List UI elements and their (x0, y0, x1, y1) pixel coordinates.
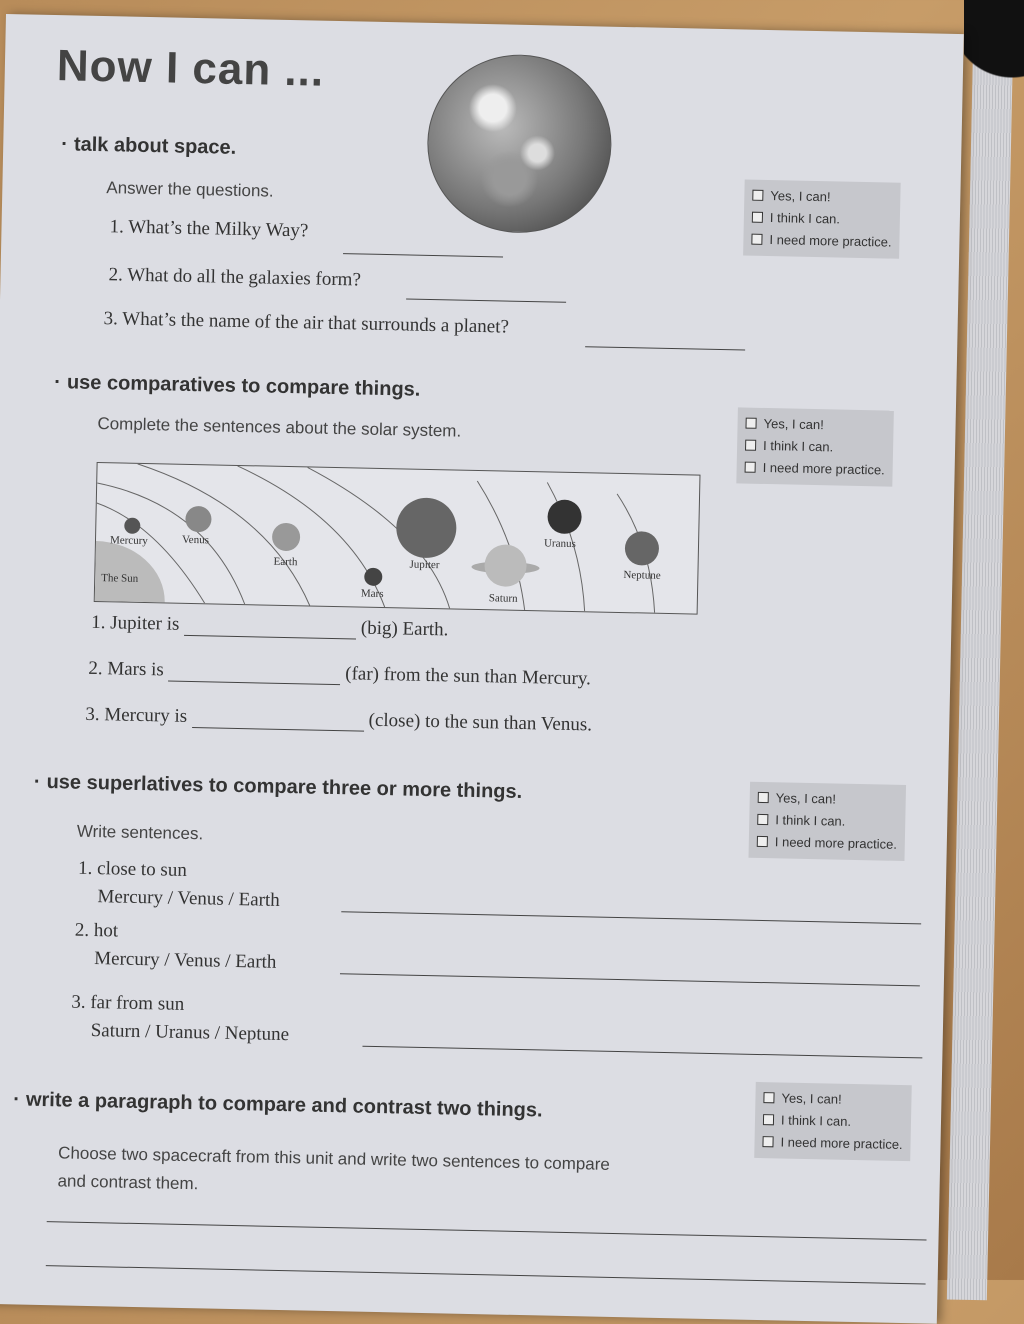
section-3-instruction: Write sentences. (76, 821, 204, 844)
planet-saturn (484, 544, 527, 587)
workbook-page (0, 14, 964, 1324)
option-yes-label: Yes, I can! (770, 187, 831, 204)
superlative-1-prompt: 1. close to sun (77, 857, 188, 881)
answer-line-1[interactable] (343, 253, 503, 257)
checkbox-think[interactable] (763, 1114, 774, 1125)
section-4-heading-text: write a paragraph to compare and contrast two things. (25, 1088, 543, 1122)
sentence-3-end: (close) to the sun than Venus. (368, 709, 593, 736)
self-assessment-4 (754, 1082, 912, 1161)
sentence-1-blank[interactable] (184, 617, 356, 640)
checkbox-think[interactable] (745, 439, 756, 450)
page-title: Now I can ... (56, 41, 325, 96)
label-mars: Mars (360, 587, 384, 601)
label-venus: Venus (181, 533, 210, 547)
superlative-3-options: Saturn / Uranus / Neptune (90, 1019, 290, 1046)
option-think-label: I think I can. (775, 811, 846, 829)
comparative-sentence-3 (85, 704, 592, 737)
planet-venus (185, 506, 212, 533)
section-2-instruction: Complete the sentences about the solar system. (97, 414, 462, 441)
sentence-2-blank[interactable] (168, 663, 340, 686)
section-3-heading-text: use superlatives to compare three or more things. (46, 771, 523, 803)
planet-jupiter (396, 497, 457, 558)
comparative-sentence-1 (91, 612, 449, 641)
label-uranus: Uranus (543, 537, 576, 551)
section-3-heading: · use superlatives to compare three or more things. (33, 770, 523, 803)
superlative-answer-line-2[interactable] (340, 973, 920, 986)
option-think-label: I think I can. (769, 209, 841, 227)
option-practice-label: I need more practice. (780, 1133, 903, 1152)
self-assessment-3 (748, 782, 906, 861)
sentence-2-start: 2. Mars is (88, 657, 165, 681)
planet-mercury (124, 518, 140, 534)
section-1-heading: · talk about space. (61, 133, 237, 159)
orbit-mars (235, 466, 388, 607)
answer-line-2[interactable] (406, 298, 566, 302)
section-4-instruction-line-2: and contrast them. (57, 1171, 199, 1194)
solar-system-svg (95, 463, 700, 614)
sentence-1-end: (big) Earth. (360, 617, 449, 641)
section-2-heading-text: use comparatives to compare things. (66, 371, 421, 401)
option-yes-label: Yes, I can! (775, 789, 837, 807)
sentence-2-end: (far) from the sun than Mercury. (345, 663, 592, 690)
superlative-3-prompt: 3. far from sun (71, 991, 185, 1015)
superlative-2-options: Mercury / Venus / Earth (94, 948, 277, 973)
label-mercury: Mercury (109, 534, 148, 548)
section-1-question-3 (103, 308, 509, 338)
label-jupiter: Jupiter (409, 558, 440, 572)
checkbox-practice[interactable] (757, 835, 768, 846)
superlative-answer-line-1[interactable] (341, 911, 921, 924)
checkbox-practice[interactable] (745, 461, 756, 472)
checkbox-yes[interactable] (763, 1092, 774, 1103)
solar-system-diagram (94, 462, 701, 615)
checkbox-yes[interactable] (758, 791, 769, 802)
checkbox-practice[interactable] (762, 1136, 773, 1147)
section-1-question-2 (108, 264, 361, 291)
option-think-label: I think I can. (762, 437, 834, 454)
option-yes-label: Yes, I can! (781, 1089, 842, 1107)
question-2-text: 2. What do all the galaxies form? (108, 264, 362, 291)
label-earth: Earth (273, 555, 298, 569)
paragraph-answer-line-2[interactable] (46, 1265, 926, 1284)
checkbox-yes[interactable] (752, 189, 763, 200)
self-assessment-1 (743, 180, 901, 259)
comparative-sentence-2 (88, 658, 591, 691)
superlative-answer-line-3[interactable] (362, 1046, 922, 1059)
self-assessment-2 (736, 407, 894, 486)
option-think-label: I think I can. (780, 1111, 852, 1129)
sentence-3-start: 3. Mercury is (85, 703, 188, 727)
section-1-heading-text: talk about space. (73, 133, 237, 159)
binding-strap (964, 0, 1024, 160)
option-practice-label: I need more practice. (762, 459, 885, 478)
label-neptune: Neptune (623, 569, 661, 582)
question-1-text: 1. What’s the Milky Way? (109, 216, 309, 242)
option-practice-label: I need more practice. (774, 833, 898, 852)
section-2-heading: · use comparatives to compare things. (54, 371, 421, 401)
label-sun: The Sun (101, 572, 139, 585)
planet-neptune (625, 531, 660, 566)
option-yes-label: Yes, I can! (763, 415, 824, 432)
option-practice-label: I need more practice. (769, 231, 892, 250)
superlative-2-prompt: 2. hot (74, 919, 119, 942)
checkbox-practice[interactable] (751, 233, 762, 244)
checkbox-yes[interactable] (745, 417, 756, 428)
sentence-1-start: 1. Jupiter is (91, 611, 180, 635)
section-1-instruction: Answer the questions. (106, 178, 274, 201)
section-1-question-1 (109, 216, 308, 242)
sentence-3-blank[interactable] (192, 709, 364, 732)
question-3-text: 3. What’s the name of the air that surrounds a planet? (103, 308, 510, 338)
planet-earth (272, 523, 301, 552)
paragraph-answer-line-1[interactable] (47, 1221, 927, 1240)
checkbox-think[interactable] (752, 211, 763, 222)
checkbox-think[interactable] (757, 813, 768, 824)
section-4-instruction-line-1: Choose two spacecraft from this unit and write two sentences to compare (57, 1143, 611, 1174)
label-saturn: Saturn (488, 592, 518, 605)
superlative-1-options: Mercury / Venus / Earth (97, 886, 280, 911)
planet-uranus (547, 499, 582, 534)
earth-globe-image (426, 53, 614, 235)
answer-line-3[interactable] (585, 346, 745, 350)
section-4-heading: · write a paragraph to compare and contrast two things. (13, 1088, 543, 1122)
